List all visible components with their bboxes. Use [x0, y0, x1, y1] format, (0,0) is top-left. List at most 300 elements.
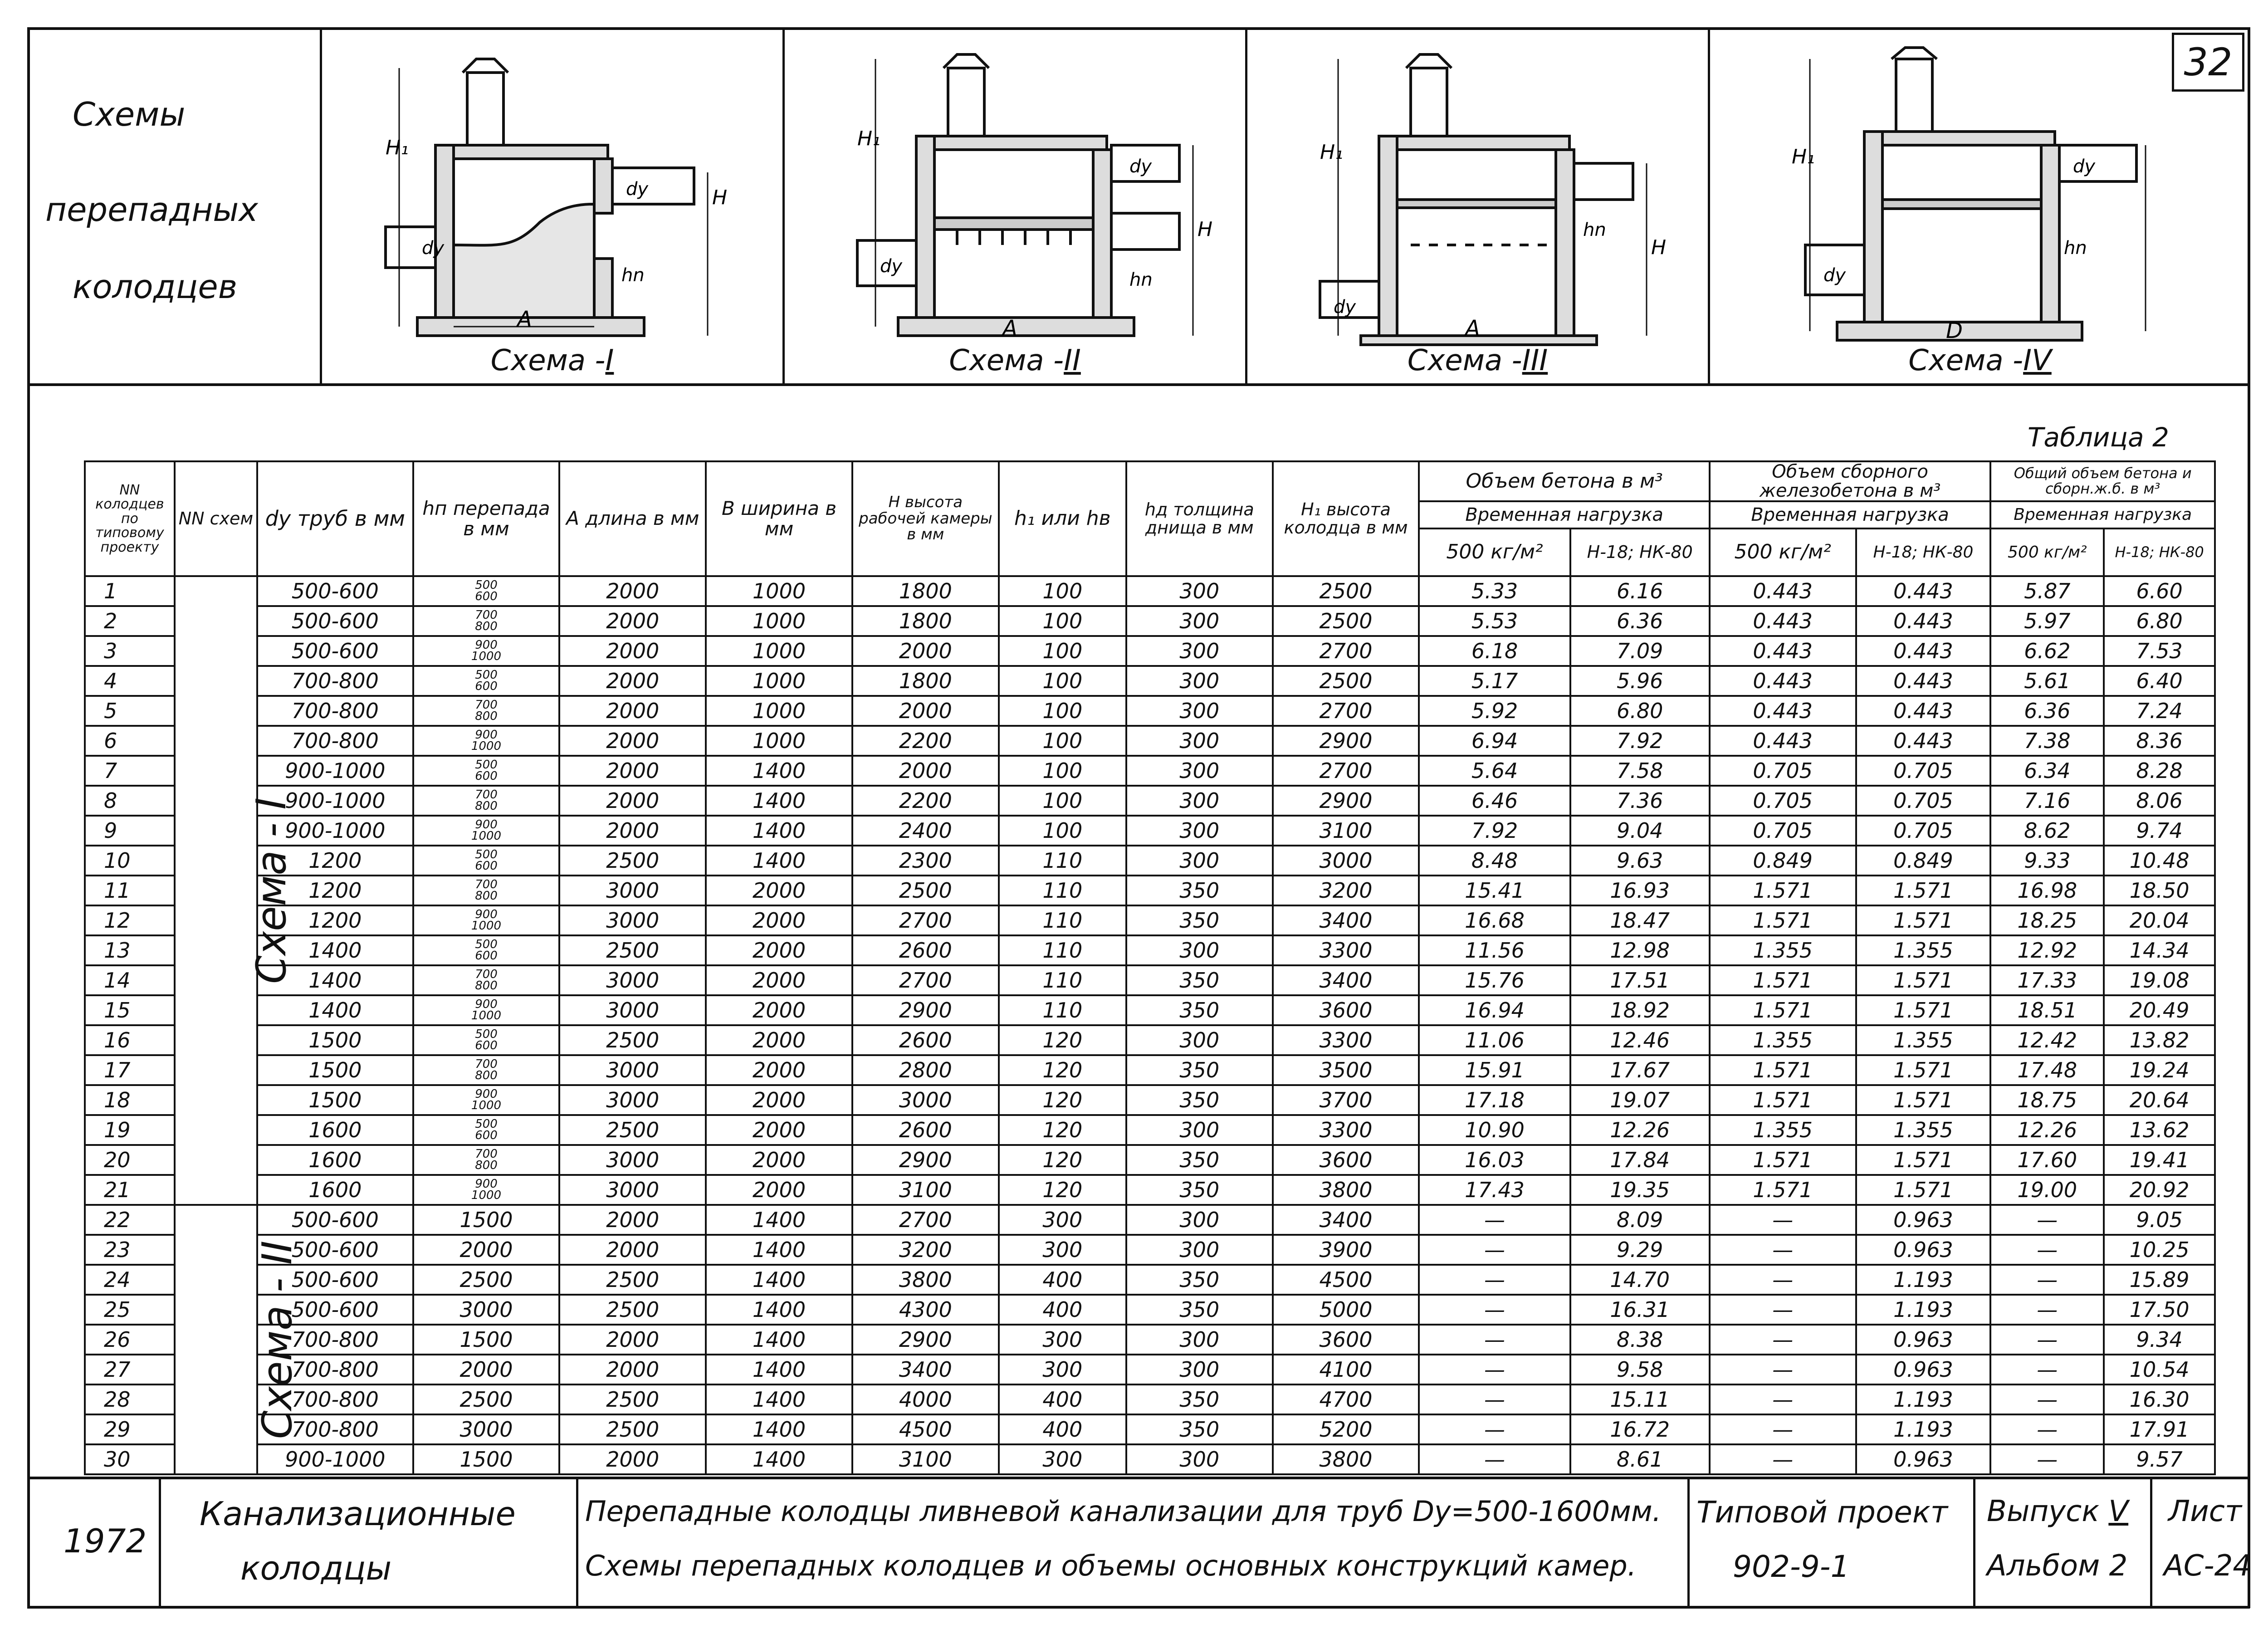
cell-precast-500: 0.443: [1710, 576, 1856, 606]
cell-dy: 700-800: [257, 666, 413, 696]
cell-B: 2000: [706, 1025, 852, 1055]
cell-total-500: 18.25: [1990, 905, 2104, 935]
cell-precast-500: 1.355: [1710, 1025, 1856, 1055]
cell-B: 1400: [706, 756, 852, 786]
scheme-4-h1-label: H₁: [1792, 145, 1815, 168]
cell-h1: 300: [999, 1444, 1126, 1474]
cell-total-500: 12.42: [1990, 1025, 2104, 1055]
hn-max: 1000: [471, 1189, 502, 1202]
cell-h1: 300: [999, 1325, 1126, 1355]
schemes-header: [27, 27, 2250, 386]
cell-h1: 120: [999, 1115, 1126, 1145]
cell-H1: 2700: [1273, 636, 1419, 666]
cell-h1: 110: [999, 905, 1126, 935]
cell-precast-500: —: [1710, 1205, 1856, 1235]
hn-min: 700: [475, 1147, 498, 1161]
cell-concrete-500: 5.33: [1419, 576, 1570, 606]
cell-precast-h18: 1.355: [1856, 1025, 1991, 1055]
scheme-2-hn-label: hn: [1129, 269, 1153, 290]
cell-concrete-500: 16.68: [1419, 905, 1570, 935]
cell-A: 2000: [559, 696, 706, 726]
cell-well-number: 1: [85, 576, 175, 606]
stamp-issue-cell: [1973, 1477, 2152, 1608]
cell-dy: 500-600: [257, 1235, 413, 1265]
hn-max: 600: [475, 680, 498, 693]
cell-concrete-500: 7.92: [1419, 816, 1570, 846]
cell-concrete-500: 15.41: [1419, 876, 1570, 905]
table-row: [85, 1235, 2215, 1265]
header-title-line2: перепадных: [45, 191, 258, 229]
cell-concrete-h18: 16.93: [1570, 876, 1710, 905]
cell-H1: 3200: [1273, 876, 1419, 905]
cell-H: 1800: [852, 666, 999, 696]
cell-H1: 3400: [1273, 965, 1419, 995]
cell-well-number: 6: [85, 726, 175, 756]
hn-max: 800: [475, 620, 498, 633]
cell-dy: 500-600: [257, 636, 413, 666]
cell-concrete-h18: 6.80: [1570, 696, 1710, 726]
cell-concrete-h18: 8.61: [1570, 1444, 1710, 1474]
cell-B: 1400: [706, 1235, 852, 1265]
cell-precast-h18: 1.355: [1856, 1115, 1991, 1145]
table-row: [85, 1355, 2215, 1384]
scheme-1-cell: [322, 27, 785, 386]
cell-dy: 1400: [257, 935, 413, 965]
cell-precast-h18: 1.571: [1856, 905, 1991, 935]
cell-well-number: 22: [85, 1205, 175, 1235]
cell-dy: 500-600: [257, 1205, 413, 1235]
cell-precast-500: 1.571: [1710, 1145, 1856, 1175]
table-row: [85, 1265, 2215, 1295]
scheme-3-H-label: H: [1651, 236, 1667, 259]
header-dy: dy труб в мм: [257, 461, 413, 576]
cell-A: 2000: [559, 666, 706, 696]
cell-A: 2500: [559, 1115, 706, 1145]
cell-H: 3200: [852, 1235, 999, 1265]
cell-concrete-500: 16.03: [1419, 1145, 1570, 1175]
cell-h1: 400: [999, 1265, 1126, 1295]
cell-H1: 3300: [1273, 1115, 1419, 1145]
cell-hn: 2000: [413, 1355, 560, 1384]
hn-max: 1000: [471, 650, 502, 663]
cell-H1: 2700: [1273, 696, 1419, 726]
cell-concrete-h18: 19.07: [1570, 1085, 1710, 1115]
cell-total-500: —: [1990, 1295, 2104, 1325]
hn-min: 900: [475, 728, 498, 742]
cell-B: 1400: [706, 1205, 852, 1235]
cell-B: 2000: [706, 1175, 852, 1205]
cell-precast-h18: 0.705: [1856, 816, 1991, 846]
cell-precast-h18: 0.443: [1856, 606, 1991, 636]
cell-dy: 1200: [257, 905, 413, 935]
header-total-load: Временная нагрузка: [1990, 501, 2215, 528]
cell-hn: [413, 1085, 560, 1115]
cell-dy: 1200: [257, 876, 413, 905]
cell-total-500: 7.38: [1990, 726, 2104, 756]
hn-min: 700: [475, 788, 498, 802]
table-row: [85, 1025, 2215, 1055]
header-hn: hп перепада в мм: [413, 461, 560, 576]
cell-A: 3000: [559, 1055, 706, 1085]
cell-H: 4300: [852, 1295, 999, 1325]
cell-hn: [413, 876, 560, 905]
cell-precast-h18: 1.571: [1856, 1145, 1991, 1175]
cell-hd: 300: [1126, 666, 1273, 696]
cell-B: 1400: [706, 1325, 852, 1355]
table-row: [85, 606, 2215, 636]
cell-precast-500: —: [1710, 1355, 1856, 1384]
cell-h1: 100: [999, 816, 1126, 846]
cell-concrete-500: 6.94: [1419, 726, 1570, 756]
cell-hd: 300: [1126, 1115, 1273, 1145]
cell-total-h18: 8.28: [2104, 756, 2215, 786]
cell-hn: 2500: [413, 1384, 560, 1414]
cell-B: 1000: [706, 576, 852, 606]
cell-well-number: 25: [85, 1295, 175, 1325]
cell-total-h18: 9.57: [2104, 1444, 2215, 1474]
cell-dy: 500-600: [257, 606, 413, 636]
cell-well-number: 5: [85, 696, 175, 726]
cell-concrete-500: —: [1419, 1355, 1570, 1384]
cell-concrete-h18: 6.36: [1570, 606, 1710, 636]
table-row: [85, 1055, 2215, 1085]
hn-min: 500: [475, 1117, 498, 1131]
stamp-project-cell: [1687, 1477, 1975, 1608]
stamp-category-line2: колодцы: [240, 1549, 392, 1587]
cell-total-500: 5.97: [1990, 606, 2104, 636]
cell-B: 1400: [706, 846, 852, 876]
cell-H: 2800: [852, 1055, 999, 1085]
scheme-4-dy-label: dy: [1823, 265, 1846, 286]
cell-h1: 120: [999, 1055, 1126, 1085]
cell-A: 2000: [559, 1205, 706, 1235]
cell-hn: [413, 1175, 560, 1205]
cell-A: 2000: [559, 576, 706, 606]
scheme-3-dy-label: dy: [1334, 297, 1356, 318]
cell-hn: [413, 726, 560, 756]
cell-A: 2000: [559, 816, 706, 846]
cell-dy: 1500: [257, 1085, 413, 1115]
cell-H: 2300: [852, 846, 999, 876]
stamp-description-line2: Схемы перепадных колодцев и объемы основных конструкций камер.: [585, 1549, 1637, 1582]
stamp-issue: Выпуск V: [1987, 1495, 2129, 1528]
cell-H1: 2900: [1273, 726, 1419, 756]
cell-total-500: 17.33: [1990, 965, 2104, 995]
cell-total-h18: 13.82: [2104, 1025, 2215, 1055]
cell-hn: [413, 1025, 560, 1055]
header-total: Общий объем бетона и сборн.ж.б. в м³: [1990, 461, 2215, 501]
cell-H: 2700: [852, 965, 999, 995]
table-row: [85, 576, 2215, 606]
cell-h1: 120: [999, 1145, 1126, 1175]
hn-min: 500: [475, 668, 498, 682]
cell-well-number: 14: [85, 965, 175, 995]
cell-total-500: 6.62: [1990, 636, 2104, 666]
scheme-3-label: Схема -III: [1407, 344, 1548, 377]
hn-min: 700: [475, 698, 498, 712]
cell-precast-h18: 1.571: [1856, 1055, 1991, 1085]
cell-hd: 300: [1126, 846, 1273, 876]
cell-total-h18: 6.60: [2104, 576, 2215, 606]
cell-concrete-h18: 5.96: [1570, 666, 1710, 696]
cell-total-500: —: [1990, 1355, 2104, 1384]
cell-hd: 300: [1126, 726, 1273, 756]
table-row: [85, 1175, 2215, 1205]
cell-total-500: —: [1990, 1325, 2104, 1355]
header-precast-h18: Н-18; НК-80: [1856, 528, 1991, 576]
cell-dy: 700-800: [257, 1384, 413, 1414]
cell-total-500: 19.00: [1990, 1175, 2104, 1205]
cell-hn: 2000: [413, 1235, 560, 1265]
cell-concrete-h18: 18.92: [1570, 995, 1710, 1025]
cell-precast-h18: 1.355: [1856, 935, 1991, 965]
scheme-2-dy-label: dy: [880, 256, 903, 277]
cell-scheme-group: [175, 1205, 301, 1474]
cell-concrete-h18: 9.04: [1570, 816, 1710, 846]
cell-hn: [413, 786, 560, 816]
table-row: [85, 1384, 2215, 1414]
cell-precast-h18: 1.193: [1856, 1295, 1991, 1325]
cell-precast-500: 1.571: [1710, 905, 1856, 935]
cell-concrete-500: 10.90: [1419, 1115, 1570, 1145]
cell-H: 2000: [852, 696, 999, 726]
table-row: [85, 816, 2215, 846]
cell-A: 3000: [559, 905, 706, 935]
cell-A: 2500: [559, 846, 706, 876]
cell-H: 2900: [852, 1145, 999, 1175]
cell-concrete-500: 11.56: [1419, 935, 1570, 965]
cell-precast-500: 0.443: [1710, 726, 1856, 756]
cell-hn: [413, 816, 560, 846]
cell-total-h18: 10.54: [2104, 1355, 2215, 1384]
cell-B: 2000: [706, 995, 852, 1025]
cell-concrete-500: —: [1419, 1444, 1570, 1474]
header-nn-well: NN колодцев по типовому проекту: [85, 461, 175, 576]
table-row: [85, 905, 2215, 935]
cell-hd: 300: [1126, 1235, 1273, 1265]
header-total-500: 500 кг/м²: [1990, 528, 2104, 576]
table-row: [85, 666, 2215, 696]
hn-min: 500: [475, 1027, 498, 1042]
cell-precast-h18: 0.963: [1856, 1205, 1991, 1235]
cell-precast-h18: 0.443: [1856, 666, 1991, 696]
hn-min: 500: [475, 758, 498, 772]
cell-hn: 3000: [413, 1295, 560, 1325]
scheme-2-label: Схема -II: [949, 344, 1081, 377]
hn-max: 800: [475, 709, 498, 723]
hn-max: 600: [475, 1039, 498, 1052]
header-H: H высота рабочей камеры в мм: [852, 461, 999, 576]
stamp-year-cell: [27, 1477, 161, 1608]
scheme-1-H-label: H: [712, 186, 728, 209]
table-row: [85, 1414, 2215, 1444]
scheme-1-A-label: A: [517, 307, 532, 332]
hn-min: 500: [475, 848, 498, 862]
cell-precast-h18: 0.963: [1856, 1235, 1991, 1265]
cell-dy: 1400: [257, 965, 413, 995]
cell-concrete-500: 8.48: [1419, 846, 1570, 876]
header-concrete: Объем бетона в м³: [1419, 461, 1709, 501]
cell-concrete-500: —: [1419, 1205, 1570, 1235]
cell-total-h18: 6.80: [2104, 606, 2215, 636]
scheme-4-D-label: D: [1946, 318, 1963, 343]
cell-B: 1000: [706, 636, 852, 666]
cell-A: 2000: [559, 1325, 706, 1355]
cell-hn: [413, 846, 560, 876]
cell-H1: 3100: [1273, 816, 1419, 846]
cell-H: 4000: [852, 1384, 999, 1414]
scheme-group-label: Схема - I: [247, 797, 295, 984]
cell-B: 1400: [706, 1414, 852, 1444]
cell-precast-500: 1.571: [1710, 1085, 1856, 1115]
cell-precast-h18: 1.571: [1856, 1085, 1991, 1115]
cell-concrete-h18: 14.70: [1570, 1265, 1710, 1295]
table-row: [85, 935, 2215, 965]
table-row: [85, 1325, 2215, 1355]
cell-precast-500: —: [1710, 1444, 1856, 1474]
cell-total-h18: 9.74: [2104, 816, 2215, 846]
volumes-table: [84, 460, 2216, 1475]
cell-H: 2200: [852, 786, 999, 816]
cell-total-h18: 19.24: [2104, 1055, 2215, 1085]
cell-well-number: 2: [85, 606, 175, 636]
cell-total-500: —: [1990, 1414, 2104, 1444]
cell-concrete-500: —: [1419, 1295, 1570, 1325]
cell-A: 2500: [559, 935, 706, 965]
cell-concrete-500: —: [1419, 1235, 1570, 1265]
stamp-description-cell: [576, 1477, 1690, 1608]
table-row: [85, 1115, 2215, 1145]
cell-hd: 300: [1126, 1444, 1273, 1474]
cell-hd: 300: [1126, 1325, 1273, 1355]
scheme-1-h1-label: H₁: [386, 136, 409, 159]
cell-total-h18: 20.64: [2104, 1085, 2215, 1115]
header-nn-scheme: NN схем: [175, 461, 257, 576]
header-concrete-load: Временная нагрузка: [1419, 501, 1709, 528]
cell-hn: [413, 666, 560, 696]
cell-A: 3000: [559, 995, 706, 1025]
cell-A: 2500: [559, 1414, 706, 1444]
table-row: [85, 726, 2215, 756]
cell-dy: 700-800: [257, 726, 413, 756]
scheme-3-hn-label: hn: [1583, 220, 1606, 240]
cell-total-h18: 20.04: [2104, 905, 2215, 935]
cell-h1: 400: [999, 1414, 1126, 1444]
cell-hd: 350: [1126, 995, 1273, 1025]
cell-precast-h18: 0.849: [1856, 846, 1991, 876]
cell-hn: 3000: [413, 1414, 560, 1444]
cell-total-500: 18.75: [1990, 1085, 2104, 1115]
cell-H1: 3300: [1273, 935, 1419, 965]
cell-concrete-h18: 9.58: [1570, 1355, 1710, 1384]
cell-well-number: 20: [85, 1145, 175, 1175]
cell-A: 2000: [559, 636, 706, 666]
cell-hd: 300: [1126, 1355, 1273, 1384]
cell-well-number: 3: [85, 636, 175, 666]
stamp-sheet-cell: [2150, 1477, 2250, 1608]
cell-hd: 350: [1126, 965, 1273, 995]
cell-H1: 3500: [1273, 1055, 1419, 1085]
cell-precast-500: 0.705: [1710, 816, 1856, 846]
cell-H: 2400: [852, 816, 999, 846]
cell-well-number: 12: [85, 905, 175, 935]
stamp-sheet-label: Лист: [2168, 1495, 2242, 1528]
cell-B: 1000: [706, 666, 852, 696]
cell-dy: 1500: [257, 1025, 413, 1055]
scheme-1-dy2-label: dy: [626, 179, 649, 200]
stamp-category-cell: [159, 1477, 578, 1608]
cell-hd: 300: [1126, 816, 1273, 846]
cell-precast-h18: 1.193: [1856, 1265, 1991, 1295]
cell-well-number: 13: [85, 935, 175, 965]
hn-max: 1000: [471, 829, 502, 843]
cell-H1: 3800: [1273, 1444, 1419, 1474]
cell-total-500: 5.61: [1990, 666, 2104, 696]
cell-A: 3000: [559, 1085, 706, 1115]
scheme-4-dy2-label: dy: [2073, 156, 2096, 177]
header-B: B ширина в мм: [706, 461, 852, 576]
cell-dy: 500-600: [257, 1265, 413, 1295]
cell-dy: 500-600: [257, 1295, 413, 1325]
cell-H: 3400: [852, 1355, 999, 1384]
cell-precast-500: 0.443: [1710, 696, 1856, 726]
cell-dy: 1600: [257, 1145, 413, 1175]
scheme-2-A-label: A: [1002, 316, 1017, 341]
cell-hd: 300: [1126, 756, 1273, 786]
cell-H: 2600: [852, 1115, 999, 1145]
cell-well-number: 30: [85, 1444, 175, 1474]
sheet-number: 32: [2172, 33, 2244, 92]
header-A: A длина в мм: [559, 461, 706, 576]
header-concrete-500: 500 кг/м²: [1419, 528, 1570, 576]
cell-hd: 300: [1126, 606, 1273, 636]
scheme-3-drawing: [1275, 45, 1683, 345]
cell-total-500: —: [1990, 1384, 2104, 1414]
cell-total-h18: 17.50: [2104, 1295, 2215, 1325]
cell-B: 1400: [706, 1265, 852, 1295]
cell-concrete-h18: 16.31: [1570, 1295, 1710, 1325]
cell-hd: 350: [1126, 1414, 1273, 1444]
cell-total-h18: 10.25: [2104, 1235, 2215, 1265]
cell-H1: 3600: [1273, 995, 1419, 1025]
scheme-1-drawing: [349, 54, 758, 345]
hn-max: 600: [475, 1129, 498, 1142]
cell-dy: 1400: [257, 995, 413, 1025]
hn-min: 900: [475, 908, 498, 922]
stamp-project-label: Типовой проект: [1696, 1495, 1948, 1530]
cell-total-h18: 7.53: [2104, 636, 2215, 666]
cell-B: 1000: [706, 696, 852, 726]
cell-concrete-h18: 7.58: [1570, 756, 1710, 786]
cell-H1: 3000: [1273, 846, 1419, 876]
cell-precast-500: 0.705: [1710, 756, 1856, 786]
cell-well-number: 24: [85, 1265, 175, 1295]
cell-total-h18: 20.92: [2104, 1175, 2215, 1205]
cell-B: 1400: [706, 816, 852, 846]
scheme-2-dy2-label: dy: [1129, 156, 1152, 177]
table-row: [85, 965, 2215, 995]
cell-concrete-500: —: [1419, 1414, 1570, 1444]
cell-total-500: 17.60: [1990, 1145, 2104, 1175]
cell-concrete-500: 16.94: [1419, 995, 1570, 1025]
cell-hn: [413, 935, 560, 965]
cell-precast-500: 0.849: [1710, 846, 1856, 876]
cell-dy: 1600: [257, 1175, 413, 1205]
cell-well-number: 10: [85, 846, 175, 876]
cell-precast-500: 1.571: [1710, 965, 1856, 995]
cell-concrete-h18: 8.09: [1570, 1205, 1710, 1235]
cell-hd: 350: [1126, 1085, 1273, 1115]
